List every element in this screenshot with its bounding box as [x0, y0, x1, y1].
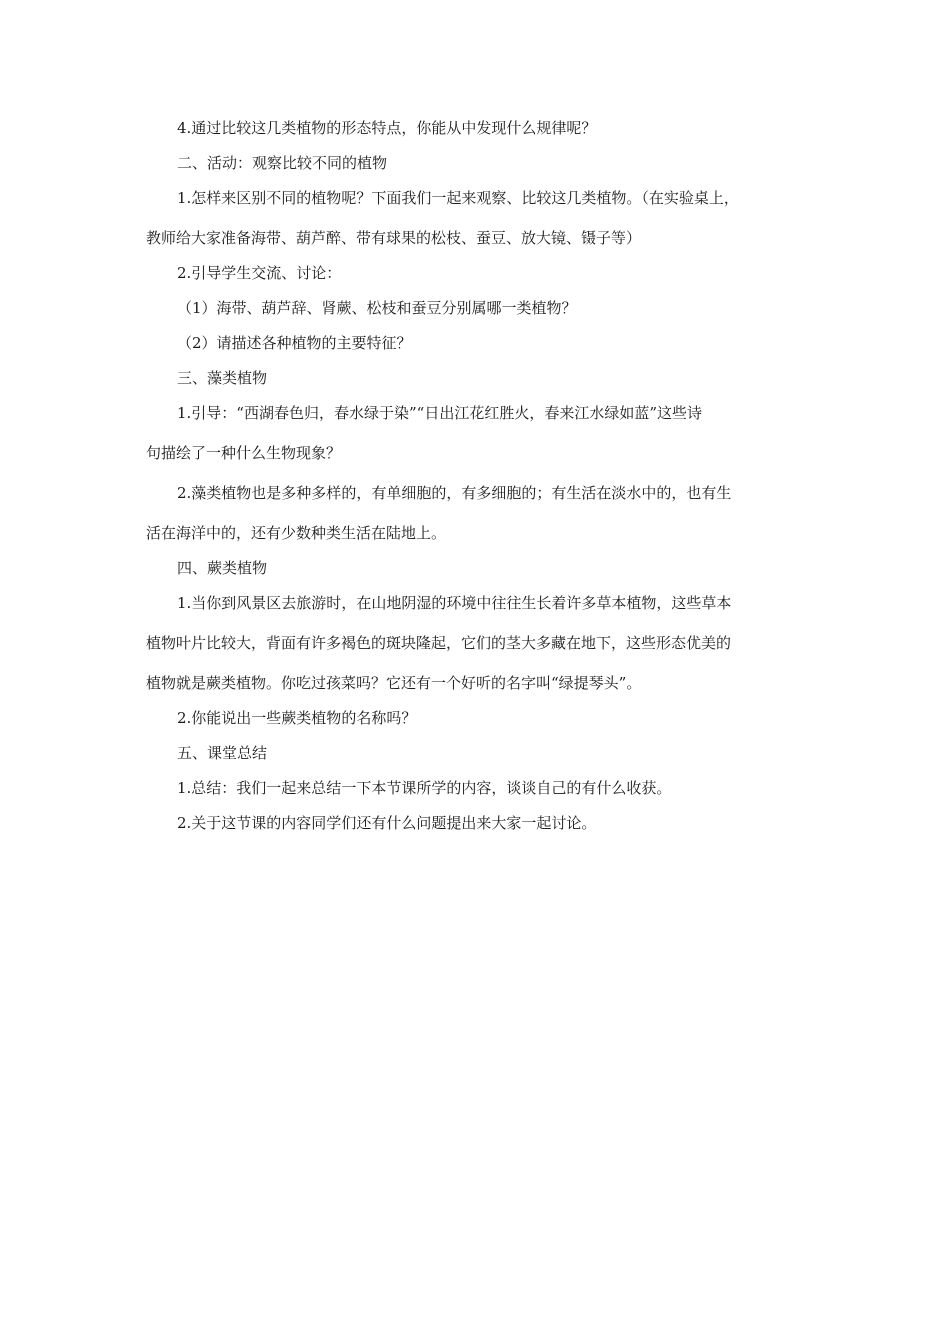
algae-item-1-cont: 句描绘了一种什么生物现象？: [146, 444, 342, 462]
summary-item-1: 1.总结：我们一起来总结一下本节课所学的内容，谈谈自己的有什么收获。: [177, 779, 672, 797]
ferns-item-1: 1.当你到风景区去旅游时，在山地阴湿的环境中往往生长着许多草本植物，这些草本: [177, 594, 732, 612]
section-heading-ferns: 四、蕨类植物: [177, 559, 268, 577]
ferns-item-1-cont-a: 植物叶片比较大，背面有许多褐色的斑块隆起，它们的茎大多藏在地下，这些形态优美的: [146, 634, 732, 652]
document-body: [146, 119, 810, 833]
question-4: 4.通过比较这几类植物的形态特点，你能从中发现什么规律呢？: [177, 119, 597, 137]
section-heading-algae: 三、藻类植物: [177, 369, 268, 387]
ferns-item-1-cont-b: 植物就是蕨类植物。你吃过孩菜吗？它还有一个好听的名字叫“绿提琴头”。: [146, 674, 642, 692]
discussion-question-2: （2）请描述各种植物的主要特征？: [177, 334, 412, 352]
algae-item-2: 2.藻类植物也是多种多样的，有单细胞的，有多细胞的；有生活在淡水中的，也有生: [177, 484, 732, 502]
activity-item-2: 2.引导学生交流、讨论：: [177, 264, 342, 282]
ferns-item-2: 2.你能说出一些蕨类植物的名称吗？: [177, 709, 417, 727]
activity-item-1-cont: 教师给大家准备海带、葫芦醉、带有球果的松枝、蚕豆、放大镜、镊子等）: [146, 229, 642, 247]
section-heading-summary: 五、课堂总结: [177, 744, 268, 762]
discussion-question-1: （1）海带、葫芦辞、肾蕨、松枝和蚕豆分别属哪一类植物？: [177, 299, 577, 317]
activity-item-1: 1.怎样来区别不同的植物呢？下面我们一起来观察、比较这几类植物。（在实验桌上，: [177, 189, 739, 207]
section-heading-activity: 二、活动：观察比较不同的植物: [177, 154, 388, 172]
summary-item-2: 2.关于这节课的内容同学们还有什么问题提出来大家一起讨论。: [177, 814, 597, 832]
algae-item-2-cont: 活在海洋中的，还有少数种类生活在陆地上。: [146, 524, 447, 542]
algae-item-1: 1.引导：“西湖春色归，春水绿于染”“日出江花红胜火，春来江水绿如蓝”这些诗: [177, 404, 702, 422]
